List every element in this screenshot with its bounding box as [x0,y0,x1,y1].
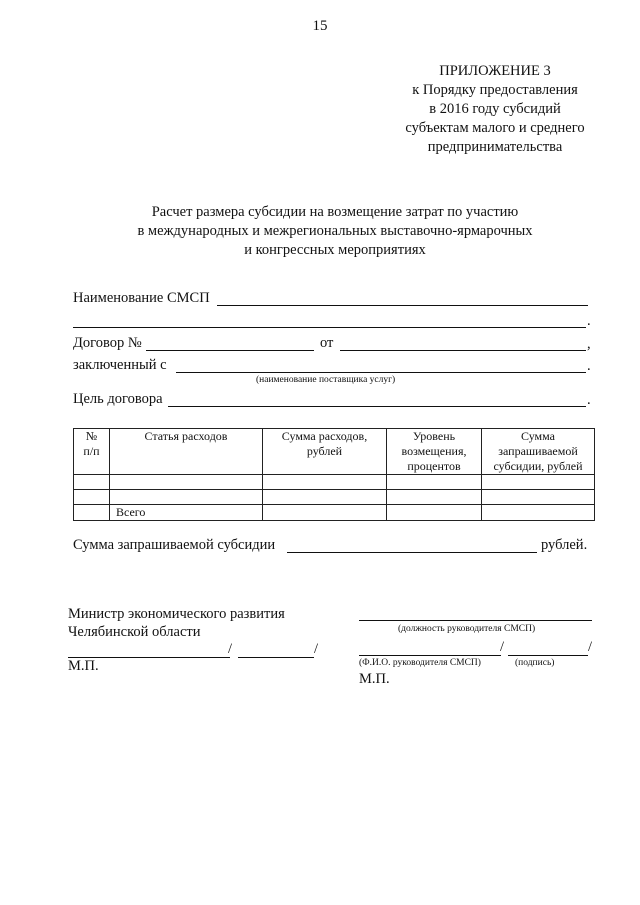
smsp-name-field-continued[interactable] [73,327,586,328]
minister-region: Челябинской области [68,624,201,640]
title-line: и конгрессных мероприятиях [244,242,426,258]
table-cell[interactable] [387,490,482,505]
contract-label: Договор № [73,335,142,351]
table-row [74,475,595,490]
table-cell[interactable] [263,475,387,490]
contract-date-field[interactable] [340,350,586,351]
signature-hint: (подпись) [515,658,555,668]
slash-separator: / [314,641,319,657]
table-cell[interactable] [263,505,387,521]
appendix-line: к Порядку предоставления [412,82,578,98]
provider-field[interactable] [176,372,586,373]
provider-hint: (наименование поставщика услуг) [256,375,396,385]
slash-separator: / [588,639,593,655]
smsp-head-signature-field[interactable] [508,655,588,656]
title-line: в международных и межрегиональных выставочно-ярмарочных [137,223,533,239]
requested-subsidy-label: Сумма запрашиваемой субсидии [73,537,276,553]
table-cell[interactable] [110,490,263,505]
header-text: Сумма [521,429,555,443]
table-total-row [74,505,595,521]
expenses-table [73,428,595,521]
from-label: от [320,335,334,351]
name-hint: (Ф.И.О. руководителя СМСП) [359,658,481,668]
smsp-label: Наименование СМСП [73,290,210,306]
purpose-label: Цель договора [73,391,163,407]
table-cell[interactable] [482,475,595,490]
concluded-label: заключенный с [73,357,167,373]
requested-subsidy-field[interactable] [287,552,537,553]
header-text: Сумма расходов, [281,429,368,443]
document-title [80,203,590,260]
smsp-head-position-field[interactable] [359,620,592,621]
appendix-line: ПРИЛОЖЕНИЕ 3 [439,63,551,79]
header-text: процентов [407,459,461,473]
header-text: субсидии, рублей [493,459,583,473]
period-mark: . [587,358,591,374]
title-line: Расчет размера субсидии на возмещение затрат по участию [151,204,519,220]
page-number: 15 [312,18,328,34]
header-text: запрашиваемой [498,444,578,458]
currency-unit: рублей. [541,537,588,553]
table-cell[interactable] [110,475,263,490]
header-requested-subsidy [482,429,595,475]
table-cell[interactable] [74,475,110,490]
header-text: возмещения, [401,444,467,458]
table-cell [74,505,110,521]
header-number [74,429,110,475]
contract-number-field[interactable] [146,350,314,351]
period-mark: . [587,392,591,408]
header-text: Статья расходов [144,429,228,443]
purpose-field[interactable] [168,406,586,407]
slash-separator: / [500,639,505,655]
table-row [74,490,595,505]
header-expense-item [110,429,263,475]
header-text: п/п [83,444,100,458]
appendix-line: предпринимательства [427,139,563,155]
smsp-name-field[interactable] [217,305,588,306]
appendix-line: субъектам малого и среднего [405,120,585,136]
header-text: № [85,429,98,443]
table-cell[interactable] [387,505,482,521]
header-reimbursement-level [387,429,482,475]
header-text: рублей [306,444,343,458]
appendix-header [360,62,630,157]
stamp-place-left: М.П. [68,658,99,674]
table-header-row [74,429,595,475]
appendix-line: в 2016 году субсидий [429,101,561,117]
slash-separator: / [228,641,233,657]
minister-title: Министр экономического развития [68,606,285,622]
minister-signature-field[interactable] [238,657,314,658]
table-cell[interactable] [482,505,595,521]
total-label: Всего [110,505,263,521]
stamp-place-right: М.П. [359,671,390,687]
table-cell[interactable] [74,490,110,505]
period-mark: . [587,313,591,329]
position-hint: (должность руководителя СМСП) [398,624,536,634]
table-cell[interactable] [482,490,595,505]
table-cell[interactable] [387,475,482,490]
header-expense-sum [263,429,387,475]
header-text: Уровень [412,429,456,443]
comma-mark: , [587,336,591,352]
smsp-head-name-field[interactable] [359,655,501,656]
table-cell[interactable] [263,490,387,505]
